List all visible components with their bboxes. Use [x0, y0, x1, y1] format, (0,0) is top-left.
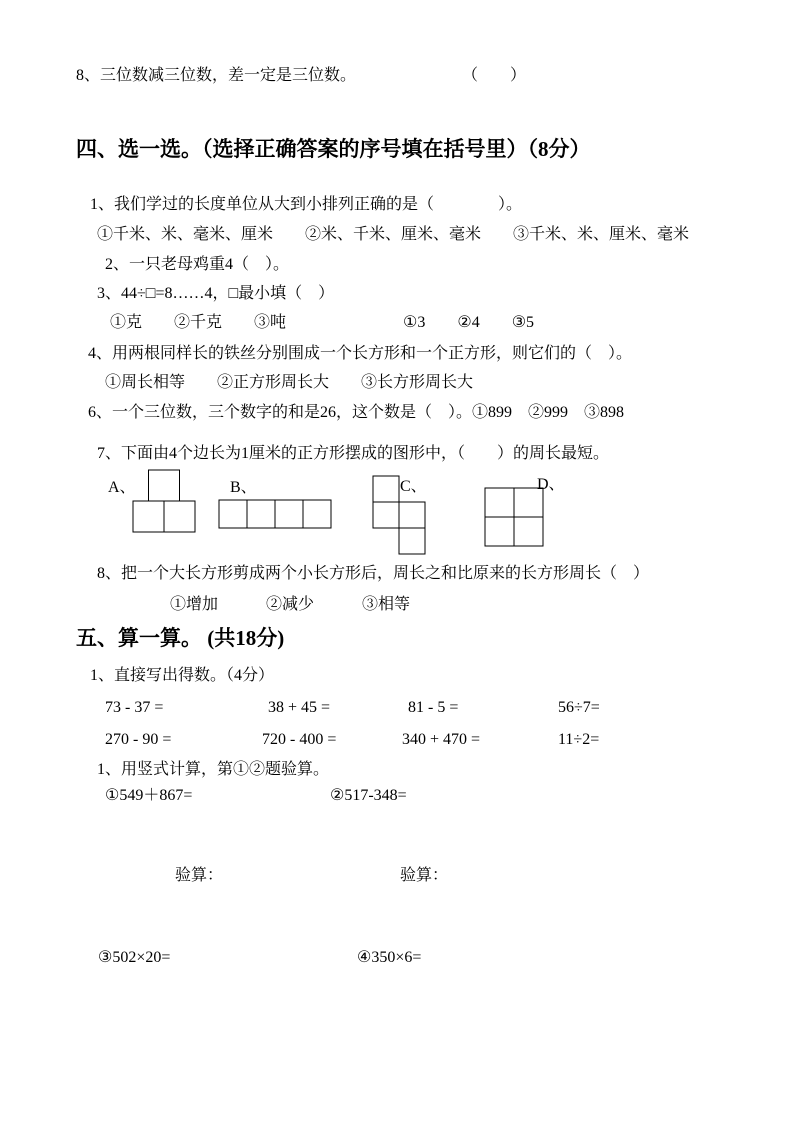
q2-text: 2、一只老母鸡重4（ ）。 — [105, 256, 290, 273]
q4-text: 4、用两根同样长的铁丝分别围成一个长方形和一个正方形，则它们的（ ）。 — [88, 345, 633, 362]
oral-calc-2: 38 + 45 = — [268, 699, 331, 716]
check-label-1: 验算： — [175, 867, 224, 884]
q2-options: ①克 ②千克 ③吨 — [110, 314, 287, 331]
section-four-heading: 四、选一选。（选择正确答案的序号填在括号里）（8分） — [76, 137, 591, 161]
oral-calc-4: 56÷7= — [558, 699, 600, 716]
q8-text: 8、把一个大长方形剪成两个小长方形后，周长之和比原来的长方形周长（ ） — [97, 565, 650, 582]
figure-c-label: C、 — [400, 478, 427, 495]
q6-text: 6、一个三位数，三个数字的和是26，这个数是（ ）。①899 ②999 ③898 — [88, 404, 625, 421]
q1-text: 1、我们学过的长度单位从大到小排列正确的是（ ）。 — [90, 196, 523, 213]
figure-a-squares — [132, 469, 196, 533]
figure-d-squares — [484, 487, 544, 547]
q3-text: 3、44÷□=8……4，□最小填（ ） — [97, 285, 335, 302]
q8-options: ①增加 ②减少 ③相等 — [170, 596, 411, 613]
figure-b-label: B、 — [230, 479, 257, 496]
figure-a-label: A、 — [108, 479, 136, 496]
q1-options: ①千米、米、毫米、厘米 ②米、千米、厘米、毫米 ③千米、米、厘米、毫米 — [97, 226, 690, 243]
oral-calc-8: 11÷2= — [558, 731, 600, 748]
q7-text: 7、下面由4个边长为1厘米的正方形摆成的图形中，（ ）的周长最短。 — [97, 445, 610, 462]
judge-question-8-bracket: （ ） — [462, 67, 527, 84]
section-five-heading: 五、算一算。 (共18分) — [76, 626, 285, 650]
judge-question-8-text: 8、三位数减三位数，差一定是三位数。 — [76, 67, 357, 84]
figure-d-label: D、 — [537, 476, 565, 493]
q4-options: ①周长相等 ②正方形周长大 ③长方形周长大 — [105, 374, 474, 391]
check-label-2: 验算： — [400, 867, 449, 884]
vertical-calc-4: ④350×6= — [357, 949, 422, 966]
oral-calc-6: 720 - 400 = — [262, 731, 337, 748]
oral-calc-1: 73 - 37 = — [105, 699, 164, 716]
oral-calc-7: 340 + 470 = — [402, 731, 481, 748]
oral-calc-title: 1、直接写出得数。（4分） — [90, 667, 275, 684]
figure-b-squares — [218, 499, 332, 529]
figure-c-squares — [372, 475, 426, 555]
vertical-calc-1: ①549＋867= — [105, 787, 193, 804]
vertical-calc-3: ③502×20= — [98, 949, 171, 966]
oral-calc-5: 270 - 90 = — [105, 731, 172, 748]
oral-calc-3: 81 - 5 = — [408, 699, 459, 716]
q3-options: ①3 ②4 ③5 — [403, 314, 535, 331]
vertical-calc-title: 1、用竖式计算，第①②题验算。 — [97, 761, 330, 778]
vertical-calc-2: ②517-348= — [330, 787, 407, 804]
